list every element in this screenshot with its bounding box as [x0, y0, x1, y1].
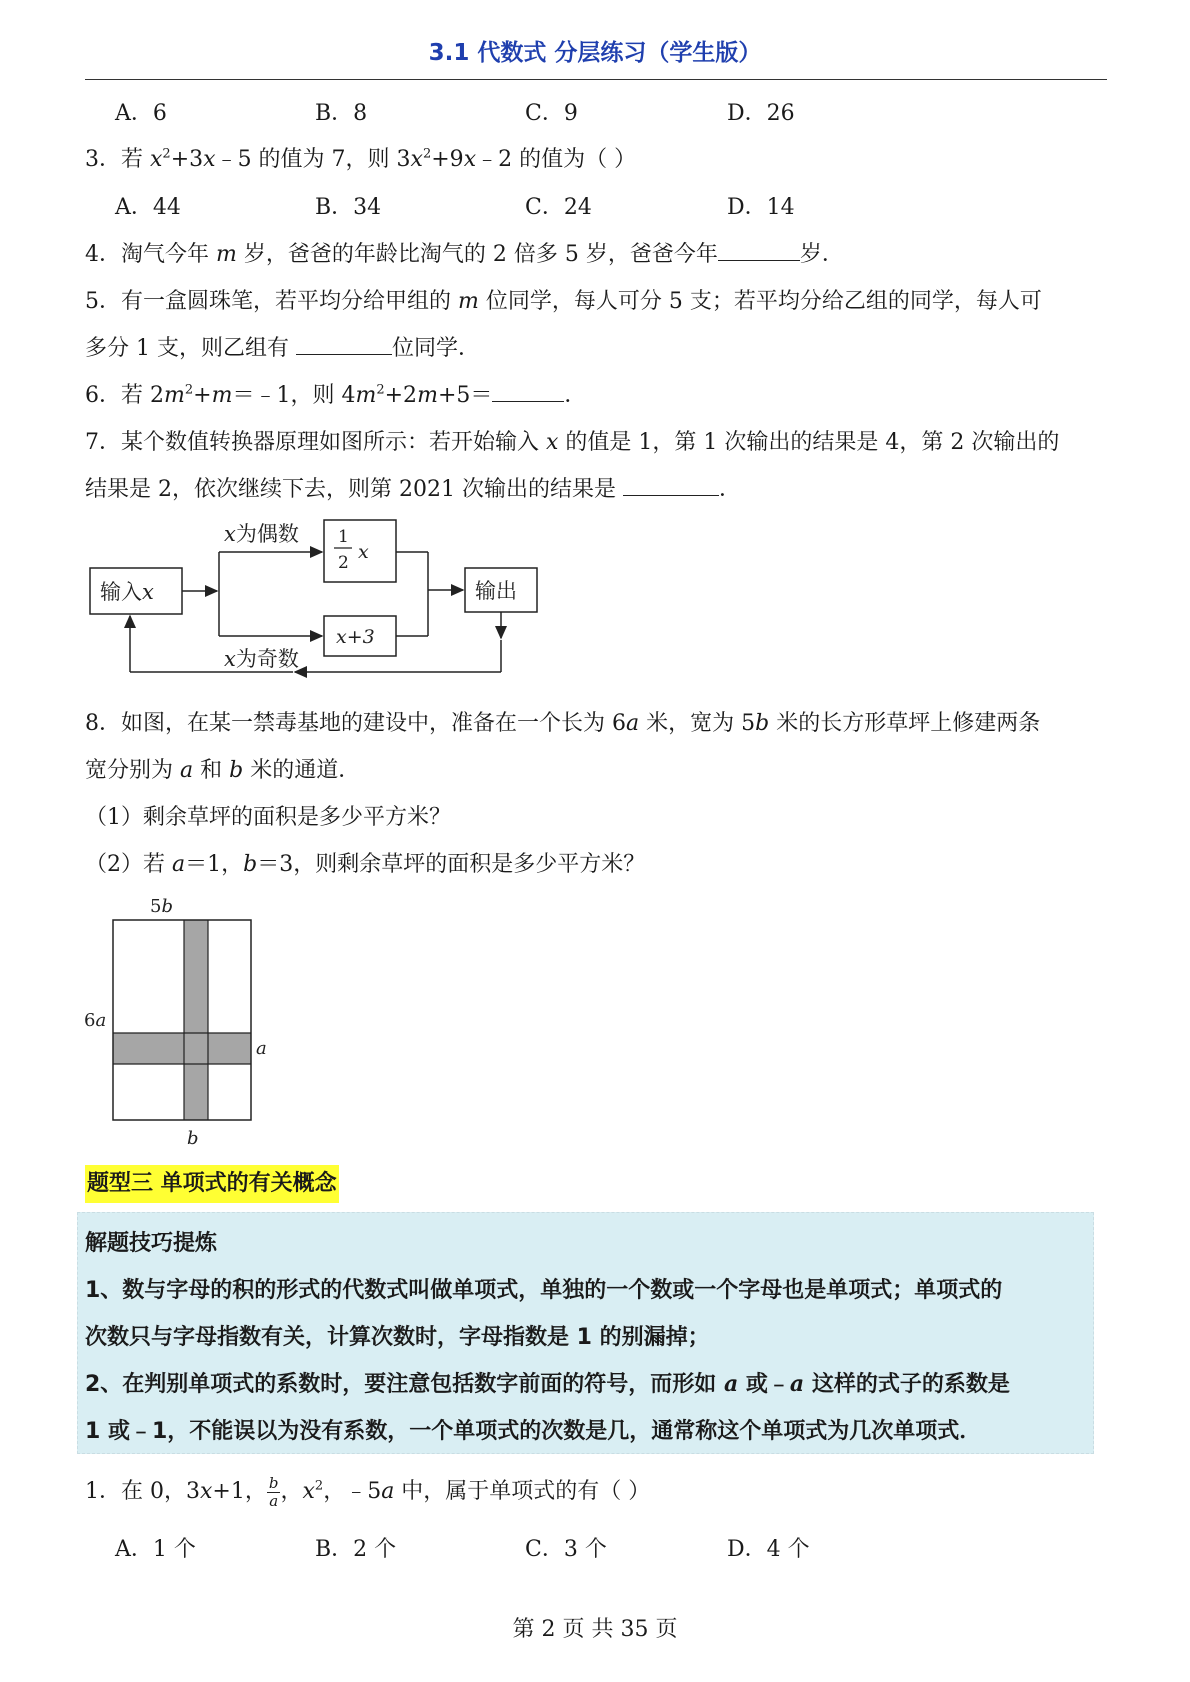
tips-heading: 解题技巧提炼 — [85, 1231, 218, 1256]
odd-branch-label: 为奇数 — [235, 647, 299, 671]
fraction-b-over-a: $\frac{b}{a}$ — [268, 1473, 279, 1510]
lawn-rectangle — [113, 920, 251, 1120]
page-header-title: 3.1 代数式 分层练习（学生版） — [428, 40, 762, 66]
question-8-line-2: 宽分别为 a 和 b 米的通道． — [85, 758, 361, 783]
tip-line-4: 1 或﹣1，不能误以为没有系数，一个单项式的次数是几，通常称这个单项式为几次单项式． — [85, 1419, 982, 1444]
output-label: 输出 — [475, 579, 517, 603]
label-top-5b: 5b — [150, 896, 173, 917]
q3-option-b: B．34 — [315, 195, 382, 220]
answer-blank[interactable] — [296, 336, 392, 355]
answer-blank[interactable] — [492, 383, 564, 402]
question-8-sub-1: （1）剩余草坪的面积是多少平方米？ — [85, 805, 451, 830]
svg-text:输入x: 输入x — [100, 580, 154, 604]
s3q1-option-c: C．3 个 — [525, 1537, 607, 1562]
question-4: 4．淘气今年 m 岁，爸爸的年龄比淘气的 2 倍多 5 岁，爸爸今年 岁． — [85, 242, 844, 267]
svg-text:x: x — [358, 541, 369, 563]
lawn-figure — [80, 892, 280, 1152]
plus-three-label: x+3 — [336, 626, 375, 648]
section-title: 题型三 单项式的有关概念 — [85, 1165, 339, 1203]
svg-text:x为奇数: x为奇数 — [224, 647, 299, 671]
svg-text:x为偶数: x为偶数 — [224, 522, 299, 546]
answer-blank[interactable] — [623, 477, 719, 496]
q3-option-a: A．44 — [115, 195, 181, 220]
q3-option-c: C．24 — [525, 195, 592, 220]
horizontal-path — [113, 1033, 251, 1064]
tip-line-1: 1、数与字母的积的形式的代数式叫做单项式，单独的一个数或一个字母也是单项式；单项式的 — [85, 1278, 1003, 1303]
question-5-line-1: 5．有一盒圆珠笔，若平均分给甲组的 m 位同学，每人可分 5 支；若平均分给乙组的同学，每人可 — [85, 289, 1042, 314]
question-8-sub-2: （2）若 a＝1，b＝3，则剩余草坪的面积是多少平方米？ — [85, 852, 646, 877]
q3-option-d: D．14 — [727, 195, 795, 220]
converter-flowchart — [80, 510, 540, 685]
q2-option-d: D．26 — [727, 101, 795, 126]
question-3: 3．若 $x^2+3x﹣5$ 的值为 7，则 $3x^2+9x﹣2$ 的值为（ ） — [85, 146, 637, 172]
header-divider — [85, 79, 1107, 80]
question-5-line-2: 多分 1 支，则乙组有 位同学． — [85, 336, 480, 361]
question-6: 6．若 $2m^2+m=﹣1$，则 $4m^2+2m+5=$ ． — [85, 382, 587, 408]
question-7-line-2: 结果是 2，依次继续下去，则第 2021 次输出的结果是 ． — [85, 477, 741, 502]
s3q1-option-b: B．2 个 — [315, 1537, 397, 1562]
page-footer: 第 2 页 共 35 页 — [512, 1617, 678, 1642]
question-7-line-1: 7．某个数值转换器原理如图所示：若开始输入 x 的值是 1，第 1 次输出的结果是 4，第 2 次输出的 — [85, 430, 1060, 455]
answer-blank[interactable] — [718, 242, 800, 261]
q2-option-b: B．8 — [315, 101, 368, 126]
question-8-line-1: 8．如图，在某一禁毒基地的建设中，准备在一个长为 6a 米，宽为 5b 米的长方形草坪上修建两条 — [85, 711, 1041, 736]
s3q1-option-d: D．4 个 — [727, 1537, 810, 1562]
input-label: 输入 — [100, 580, 142, 604]
label-bottom-b: b — [187, 1128, 199, 1149]
label-left-6a: 6a — [84, 1010, 107, 1031]
label-right-a: a — [256, 1038, 267, 1059]
q2-option-a: A．6 — [115, 101, 167, 126]
vertical-path — [184, 920, 208, 1120]
q2-option-c: C．9 — [525, 101, 578, 126]
s3q1-option-a: A．1 个 — [115, 1537, 196, 1562]
fraction-denominator: 2 — [338, 553, 349, 573]
fraction-numerator: 1 — [338, 527, 349, 547]
tip-line-3: 2、在判别单项式的系数时，要注意包括数字前面的符号，而形如 a 或﹣a 这样的式子的系数是 — [85, 1371, 1010, 1397]
even-branch-label: 为偶数 — [235, 522, 299, 546]
section3-question-1: 1．在 0，3x+1， $\frac{b}{a}$ ，$x^2$，﹣5a 中，属于单项式的有（ ） — [85, 1473, 651, 1510]
tip-line-2: 次数只与字母指数有关，计算次数时，字母指数是 1 的别漏掉； — [85, 1325, 710, 1350]
